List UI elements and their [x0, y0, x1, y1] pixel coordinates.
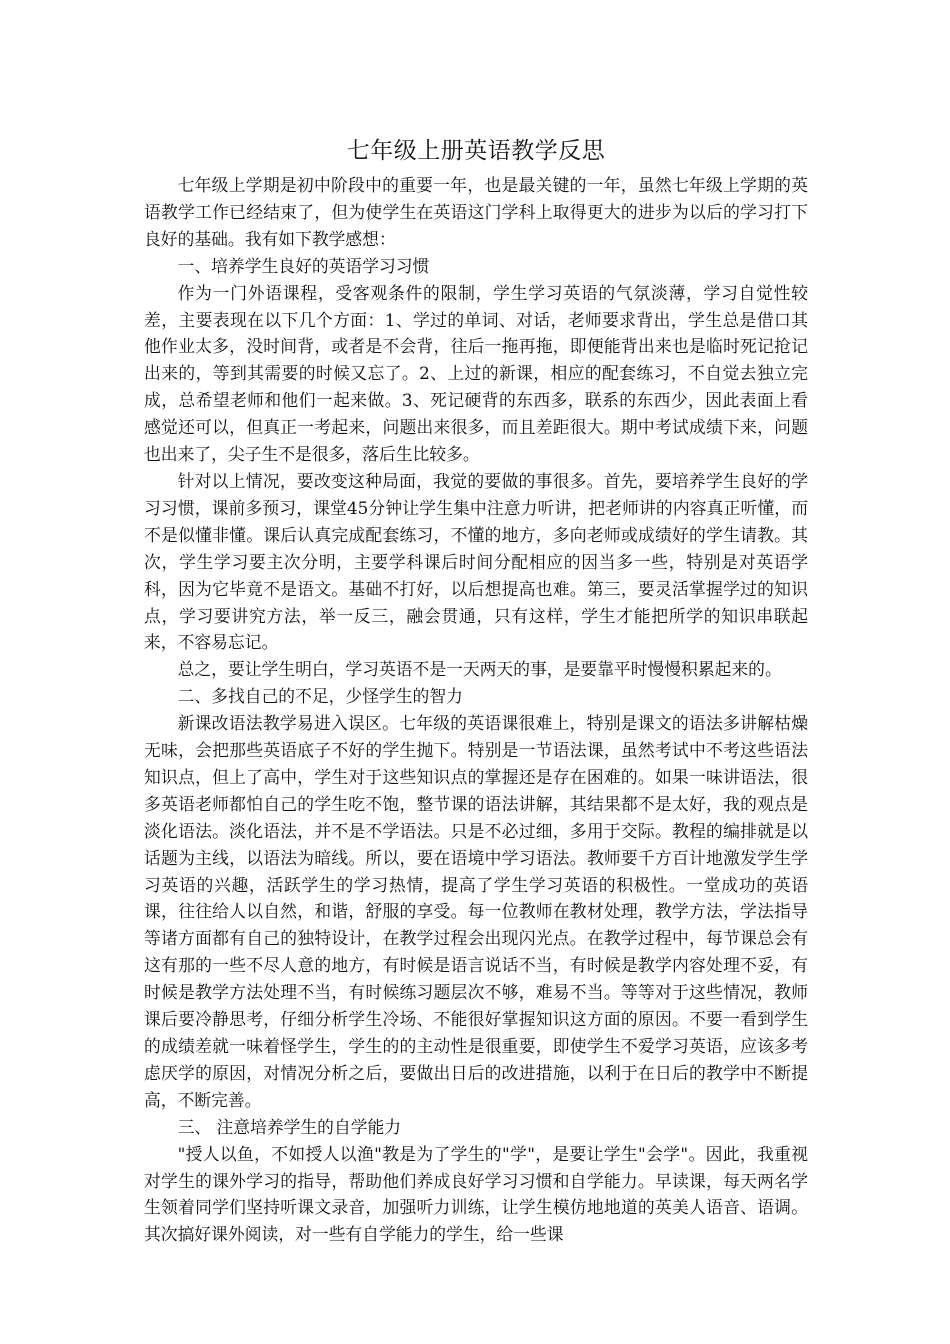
- body-paragraph: 针对以上情况，要改变这种局面，我觉的要做的事很多。首先，要培养学生良好的学习习惯，课前多预习，课堂45分钟让学生集中注意力听讲，把老师讲的内容真正听懂，而不是似懂非懂。课后认真完成配套练习，不懂的地方，多向老师或成绩好的学生请教。其次，学生学习要主次分明，主要学科课后时间分配相应的因当多一些，特别是对英语学科，因为它毕竟不是语文。基础不打好，以后想提高也难。第三，要灵活掌握学过的知识点，学习要讲究方法，举一反三，融会贯通，只有这样，学生才能把所学的知识串联起来，不容易忘记。: [144, 470, 808, 653]
- body-paragraph: 总之，要让学生明白，学习英语不是一天两天的事，是要靠平时慢慢积累起来的。: [177, 659, 782, 680]
- body-paragraph: 作为一门外语课程，受客观条件的限制，学生学习英语的气氛淡薄，学习自觉性较差，主要表现在以下几个方面：1、学过的单词、对话，老师要求背出，学生总是借口其他作业太多，没时间背，或者是不会背，往后一拖再拖，即便能背出来也是临时死记抢记出来的，等到其需要的时候又忘了。2、上过的新课，相应的配套练习，不自觉去独立完成，总希望老师和他们一起来做。3、死记硬背的东西多，联系的东西少，因此表面上看感觉还可以，但真正一考起来，问题出来很多，而且差距很大。期中考试成绩下来，问题也出来了，尖子生不是很多，落后生比较多。: [144, 282, 808, 465]
- section-heading-2: 二、多找自己的不足，少怪学生的智力: [177, 686, 463, 707]
- document-title: 七年级上册英语教学反思: [346, 138, 606, 164]
- intro-paragraph: 七年级上学期是初中阶段中的重要一年，也是最关键的一年，虽然七年级上学期的英语教学工作已经结束了，但为使学生在英语这门学科上取得更大的进步为以后的学习打下良好的基础。我有如下教学感想：: [144, 175, 808, 249]
- body-paragraph: 新课改语法教学易进入误区。七年级的英语课很难上，特别是课文的语法多讲解枯燥无味，会把那些英语底子不好的学生抛下。特别是一节语法课，虽然考试中不考这些语法知识点，但上了高中，学生对于这些知识点的掌握还是存在困难的。如果一味讲语法，很多英语老师都怕自己的学生吃不饱，整节课的语法讲解，其结果都不是太好，我的观点是淡化语法。淡化语法，并不是不学语法。只是不必过细，多用于交际。教程的编排就是以话题为主线，以语法为暗线。所以，要在语境中学习语法。教师要千方百计地激发学生学习英语的兴趣，活跃学生的学习热情，提高了学生学习英语的积极性。一堂成功的英语课，往往给人以自然，和谐，舒服的享受。每一位教师在教材处理，教学方法，学法指导等诸方面都有自己的独特设计，在教学过程会出现闪光点。在教学过程中，每节课总会有这有那的一些不尽人意的地方，有时候是语言说话不当，有时候是教学内容处理不妥，有时候是教学方法处理不当，有时候练习题层次不够，难易不当。等等对于这些情况，教师课后要冷静思考，仔细分析学生冷场、不能很好掌握知识这方面的原因。不要一看到学生的成绩差就一味着怪学生，学生的的主动性是很重要，即使学生不爱学习英语，应该多考虑厌学的原因，对情况分析之后，要做出日后的改进措施，以利于在日后的教学中不断提高，不断完善。: [144, 713, 808, 1110]
- section-heading-1: 一、培养学生良好的英语学习习惯: [177, 255, 430, 276]
- body-paragraph: "授人以鱼，不如授人以渔"教是为了学生的"学"，是要让学生"会学"。因此，我重视对学生的课外学习的指导，帮助他们养成良好学习习惯和自学能力。早读课，每天两名学生领着同学们坚持听课文录音，加强听力训练，让学生模仿地地道的英美人语音、语调。其次搞好课外阅读，对一些有自学能力的学生，给一些课: [144, 1143, 808, 1245]
- document-page: [144, 134, 808, 1248]
- section-heading-3: 三、 注意培养学生的自学能力: [177, 1116, 402, 1137]
